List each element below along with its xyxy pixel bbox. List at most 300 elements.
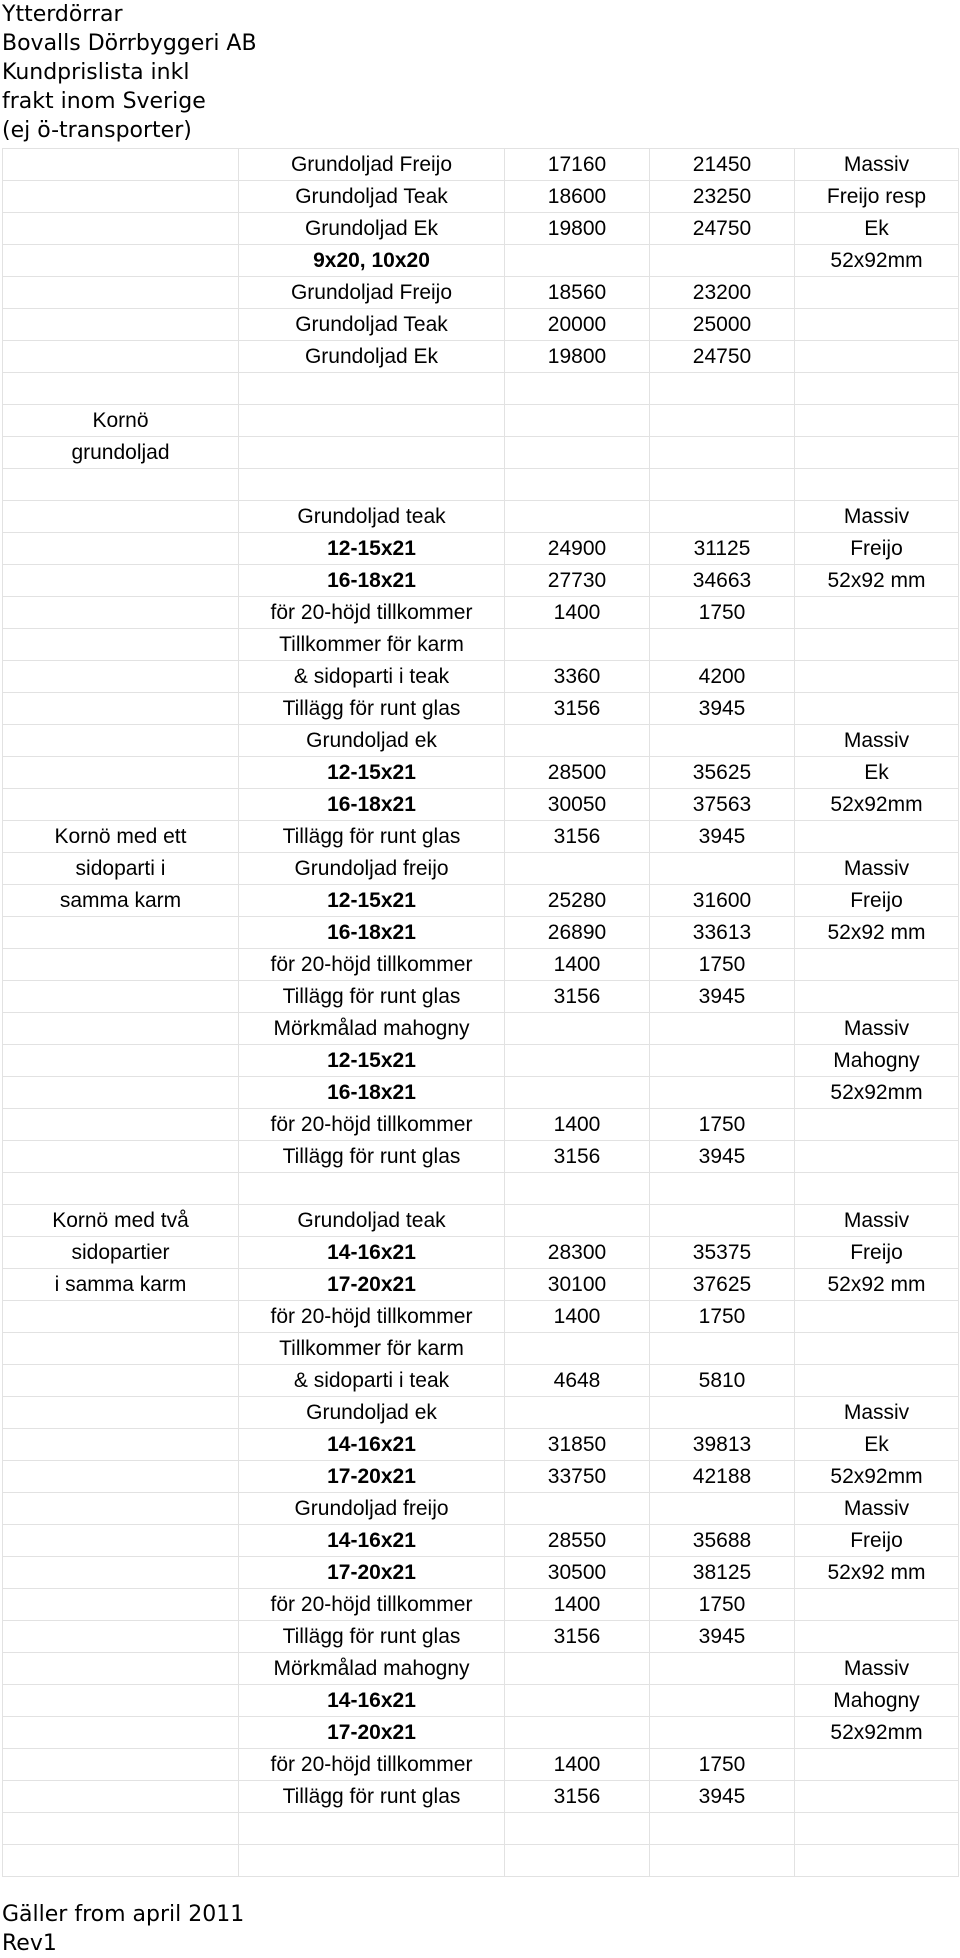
table-row (3, 853, 959, 885)
price-incl-vat-cell: 3945 (650, 1141, 795, 1173)
material-cell (795, 309, 959, 341)
price-incl-vat-cell (650, 1045, 795, 1077)
material-cell: 52x92mm (795, 245, 959, 277)
product-cell (239, 373, 505, 405)
table-row (3, 885, 959, 917)
material-cell: Massiv (795, 1397, 959, 1429)
product-cell: 12-15x21 (239, 757, 505, 789)
price-excl-vat-cell: 1400 (505, 1749, 650, 1781)
document-header (2, 0, 257, 145)
section-label-cell (3, 1397, 239, 1429)
table-row (3, 1589, 959, 1621)
section-label-cell (3, 949, 239, 981)
price-excl-vat-cell (505, 629, 650, 661)
section-label-cell (3, 373, 239, 405)
table-row (3, 437, 959, 469)
price-incl-vat-cell: 24750 (650, 213, 795, 245)
footer-valid-from: Gäller from april 2011 (2, 1902, 245, 1927)
price-excl-vat-cell (505, 1813, 650, 1845)
price-excl-vat-cell: 3156 (505, 1781, 650, 1813)
product-cell: Mörkmålad mahogny (239, 1653, 505, 1685)
price-incl-vat-cell: 1750 (650, 1589, 795, 1621)
price-incl-vat-cell: 1750 (650, 1749, 795, 1781)
table-row (3, 661, 959, 693)
material-cell: 52x92 mm (795, 917, 959, 949)
product-cell: Tillägg för runt glas (239, 1621, 505, 1653)
header-line-pricelist: Kundprislista inkl (2, 60, 190, 85)
section-label-cell (3, 1365, 239, 1397)
table-row (3, 501, 959, 533)
material-cell (795, 821, 959, 853)
header-line-company: Bovalls Dörrbyggeri AB (2, 31, 257, 56)
table-row (3, 1141, 959, 1173)
table-row (3, 917, 959, 949)
price-excl-vat-cell (505, 501, 650, 533)
product-cell: Tillkommer för karm (239, 629, 505, 661)
section-label-cell (3, 693, 239, 725)
section-label-cell (3, 1653, 239, 1685)
table-row (3, 1493, 959, 1525)
price-incl-vat-cell (650, 405, 795, 437)
product-cell: Grundoljad ek (239, 1397, 505, 1429)
material-cell (795, 1845, 959, 1877)
price-excl-vat-cell: 3156 (505, 981, 650, 1013)
product-cell: 14-16x21 (239, 1525, 505, 1557)
section-label-cell (3, 149, 239, 181)
product-cell: 14-16x21 (239, 1685, 505, 1717)
material-cell: Massiv (795, 1205, 959, 1237)
material-cell: Freijo (795, 533, 959, 565)
product-cell: Grundoljad teak (239, 1205, 505, 1237)
price-incl-vat-cell (650, 853, 795, 885)
price-incl-vat-cell: 24750 (650, 341, 795, 373)
price-incl-vat-cell (650, 1013, 795, 1045)
section-label-cell (3, 917, 239, 949)
price-excl-vat-cell: 30500 (505, 1557, 650, 1589)
section-label-cell (3, 1109, 239, 1141)
price-incl-vat-cell: 39813 (650, 1429, 795, 1461)
price-excl-vat-cell (505, 1685, 650, 1717)
price-incl-vat-cell (650, 1717, 795, 1749)
price-excl-vat-cell (505, 1717, 650, 1749)
material-cell (795, 341, 959, 373)
section-label-cell (3, 181, 239, 213)
price-excl-vat-cell: 27730 (505, 565, 650, 597)
price-excl-vat-cell: 1400 (505, 597, 650, 629)
section-label-cell (3, 245, 239, 277)
material-cell: 52x92mm (795, 1077, 959, 1109)
material-cell (795, 981, 959, 1013)
material-cell: 52x92 mm (795, 1269, 959, 1301)
table-row (3, 1813, 959, 1845)
product-cell: & sidoparti i teak (239, 1365, 505, 1397)
section-label-cell (3, 1429, 239, 1461)
price-excl-vat-cell: 31850 (505, 1429, 650, 1461)
product-cell: Grundoljad Teak (239, 309, 505, 341)
table-row (3, 533, 959, 565)
section-label-cell (3, 1525, 239, 1557)
price-excl-vat-cell (505, 1653, 650, 1685)
table-row (3, 1365, 959, 1397)
price-excl-vat-cell: 26890 (505, 917, 650, 949)
price-excl-vat-cell: 18600 (505, 181, 650, 213)
material-cell: Ek (795, 1429, 959, 1461)
product-cell (239, 1173, 505, 1205)
section-label-cell (3, 565, 239, 597)
price-incl-vat-cell: 35375 (650, 1237, 795, 1269)
price-incl-vat-cell: 3945 (650, 1781, 795, 1813)
price-incl-vat-cell (650, 469, 795, 501)
section-label-cell (3, 1077, 239, 1109)
section-label-cell (3, 981, 239, 1013)
material-cell (795, 629, 959, 661)
section-label-cell (3, 1813, 239, 1845)
product-cell (239, 469, 505, 501)
price-excl-vat-cell: 1400 (505, 1589, 650, 1621)
material-cell (795, 1621, 959, 1653)
product-cell: för 20-höjd tillkommer (239, 1749, 505, 1781)
price-excl-vat-cell (505, 469, 650, 501)
material-cell (795, 1109, 959, 1141)
material-cell (795, 1781, 959, 1813)
table-row (3, 469, 959, 501)
product-cell: 16-18x21 (239, 917, 505, 949)
product-cell: 17-20x21 (239, 1717, 505, 1749)
price-excl-vat-cell: 30100 (505, 1269, 650, 1301)
product-cell: Grundoljad Ek (239, 341, 505, 373)
price-excl-vat-cell (505, 405, 650, 437)
material-cell: Freijo (795, 1237, 959, 1269)
table-row (3, 725, 959, 757)
table-row (3, 1013, 959, 1045)
product-cell: Grundoljad Teak (239, 181, 505, 213)
footer-revision: Rev1 (2, 1931, 57, 1956)
product-cell: 17-20x21 (239, 1269, 505, 1301)
table-row (3, 1845, 959, 1877)
section-label-cell (3, 1749, 239, 1781)
table-row (3, 1077, 959, 1109)
price-incl-vat-cell (650, 501, 795, 533)
product-cell: & sidoparti i teak (239, 661, 505, 693)
material-cell: Massiv (795, 1013, 959, 1045)
price-incl-vat-cell: 3945 (650, 821, 795, 853)
section-label-cell (3, 789, 239, 821)
price-incl-vat-cell: 21450 (650, 149, 795, 181)
material-cell: Mahogny (795, 1045, 959, 1077)
section-label-cell (3, 1685, 239, 1717)
price-table (2, 148, 959, 1877)
section-label-cell (3, 1173, 239, 1205)
table-row (3, 1621, 959, 1653)
table-row (3, 1301, 959, 1333)
document-footer (2, 1900, 244, 1958)
material-cell (795, 1301, 959, 1333)
price-incl-vat-cell (650, 629, 795, 661)
price-excl-vat-cell: 1400 (505, 1301, 650, 1333)
table-row (3, 1333, 959, 1365)
price-incl-vat-cell: 35688 (650, 1525, 795, 1557)
material-cell: Ek (795, 213, 959, 245)
table-row (3, 341, 959, 373)
section-label-cell (3, 1045, 239, 1077)
product-cell: Mörkmålad mahogny (239, 1013, 505, 1045)
price-excl-vat-cell (505, 437, 650, 469)
price-incl-vat-cell: 37563 (650, 789, 795, 821)
product-cell (239, 405, 505, 437)
price-incl-vat-cell: 3945 (650, 981, 795, 1013)
product-cell: för 20-höjd tillkommer (239, 949, 505, 981)
section-label-cell: Kornö (3, 405, 239, 437)
product-cell: Grundoljad freijo (239, 1493, 505, 1525)
section-label-cell (3, 661, 239, 693)
price-incl-vat-cell: 34663 (650, 565, 795, 597)
material-cell: Freijo (795, 1525, 959, 1557)
price-incl-vat-cell: 35625 (650, 757, 795, 789)
product-cell: Grundoljad Ek (239, 213, 505, 245)
material-cell (795, 277, 959, 309)
table-row (3, 1749, 959, 1781)
table-row (3, 693, 959, 725)
price-incl-vat-cell (650, 725, 795, 757)
price-excl-vat-cell: 18560 (505, 277, 650, 309)
product-cell: Grundoljad teak (239, 501, 505, 533)
product-cell: 9x20, 10x20 (239, 245, 505, 277)
price-incl-vat-cell (650, 1205, 795, 1237)
product-cell: 16-18x21 (239, 565, 505, 597)
material-cell (795, 661, 959, 693)
section-label-cell (3, 1621, 239, 1653)
section-label-cell (3, 1717, 239, 1749)
header-line-freight: frakt inom Sverige (2, 89, 206, 114)
material-cell (795, 1365, 959, 1397)
price-incl-vat-cell (650, 1653, 795, 1685)
material-cell (795, 1813, 959, 1845)
price-excl-vat-cell: 20000 (505, 309, 650, 341)
product-cell: 17-20x21 (239, 1557, 505, 1589)
section-label-cell (3, 1493, 239, 1525)
product-cell: 14-16x21 (239, 1429, 505, 1461)
section-label-cell (3, 533, 239, 565)
material-cell (795, 949, 959, 981)
price-incl-vat-cell: 1750 (650, 1109, 795, 1141)
table-row (3, 949, 959, 981)
price-excl-vat-cell (505, 1077, 650, 1109)
section-label-cell (3, 501, 239, 533)
price-table-body (3, 149, 959, 1877)
price-excl-vat-cell (505, 1173, 650, 1205)
price-excl-vat-cell (505, 725, 650, 757)
material-cell: 52x92mm (795, 1461, 959, 1493)
price-excl-vat-cell (505, 853, 650, 885)
table-row (3, 1109, 959, 1141)
price-incl-vat-cell (650, 373, 795, 405)
table-row (3, 757, 959, 789)
product-cell: Grundoljad Freijo (239, 149, 505, 181)
product-cell: 12-15x21 (239, 533, 505, 565)
section-label-cell (3, 1461, 239, 1493)
material-cell: 52x92mm (795, 789, 959, 821)
material-cell (795, 373, 959, 405)
table-row (3, 1045, 959, 1077)
material-cell (795, 597, 959, 629)
price-incl-vat-cell: 31125 (650, 533, 795, 565)
price-incl-vat-cell: 3945 (650, 1621, 795, 1653)
section-label-cell (3, 1141, 239, 1173)
price-excl-vat-cell: 19800 (505, 213, 650, 245)
price-incl-vat-cell: 1750 (650, 949, 795, 981)
table-row (3, 1429, 959, 1461)
product-cell: Tillägg för runt glas (239, 981, 505, 1013)
table-row (3, 213, 959, 245)
product-cell (239, 1813, 505, 1845)
material-cell: Massiv (795, 725, 959, 757)
table-row (3, 597, 959, 629)
section-label-cell (3, 213, 239, 245)
product-cell: Grundoljad Freijo (239, 277, 505, 309)
section-label-cell (3, 1557, 239, 1589)
table-row (3, 1717, 959, 1749)
section-label-cell (3, 597, 239, 629)
price-excl-vat-cell: 19800 (505, 341, 650, 373)
product-cell: för 20-höjd tillkommer (239, 1109, 505, 1141)
section-label-cell (3, 1845, 239, 1877)
price-incl-vat-cell (650, 1397, 795, 1429)
section-label-cell (3, 277, 239, 309)
material-cell: 52x92 mm (795, 565, 959, 597)
product-cell: 16-18x21 (239, 789, 505, 821)
price-incl-vat-cell: 1750 (650, 597, 795, 629)
price-incl-vat-cell (650, 1173, 795, 1205)
table-row (3, 1269, 959, 1301)
table-row (3, 629, 959, 661)
table-row (3, 405, 959, 437)
table-row (3, 309, 959, 341)
material-cell (795, 405, 959, 437)
table-row (3, 981, 959, 1013)
material-cell: Massiv (795, 1653, 959, 1685)
table-row (3, 245, 959, 277)
product-cell: Tillägg för runt glas (239, 1141, 505, 1173)
price-incl-vat-cell (650, 1845, 795, 1877)
price-excl-vat-cell: 1400 (505, 1109, 650, 1141)
price-excl-vat-cell: 24900 (505, 533, 650, 565)
price-incl-vat-cell: 31600 (650, 885, 795, 917)
product-cell (239, 437, 505, 469)
section-label-cell: Kornö med ett (3, 821, 239, 853)
price-excl-vat-cell: 3360 (505, 661, 650, 693)
price-incl-vat-cell (650, 1685, 795, 1717)
product-cell: 17-20x21 (239, 1461, 505, 1493)
price-excl-vat-cell: 3156 (505, 1621, 650, 1653)
price-incl-vat-cell: 5810 (650, 1365, 795, 1397)
price-incl-vat-cell (650, 1333, 795, 1365)
header-line-title: Ytterdörrar (2, 2, 123, 27)
price-excl-vat-cell (505, 1845, 650, 1877)
material-cell: Massiv (795, 1493, 959, 1525)
price-incl-vat-cell: 23200 (650, 277, 795, 309)
product-cell: Grundoljad ek (239, 725, 505, 757)
price-excl-vat-cell: 3156 (505, 821, 650, 853)
section-label-cell (3, 629, 239, 661)
price-incl-vat-cell (650, 1813, 795, 1845)
material-cell (795, 1589, 959, 1621)
material-cell: 52x92 mm (795, 1557, 959, 1589)
product-cell: 12-15x21 (239, 885, 505, 917)
price-incl-vat-cell: 38125 (650, 1557, 795, 1589)
price-excl-vat-cell (505, 1333, 650, 1365)
table-row (3, 373, 959, 405)
table-row (3, 149, 959, 181)
material-cell: 52x92mm (795, 1717, 959, 1749)
table-row (3, 1237, 959, 1269)
price-incl-vat-cell: 1750 (650, 1301, 795, 1333)
price-incl-vat-cell: 37625 (650, 1269, 795, 1301)
price-excl-vat-cell: 28550 (505, 1525, 650, 1557)
price-excl-vat-cell (505, 245, 650, 277)
product-cell: Tillägg för runt glas (239, 1781, 505, 1813)
table-row (3, 277, 959, 309)
price-excl-vat-cell: 17160 (505, 149, 650, 181)
section-label-cell (3, 1781, 239, 1813)
price-excl-vat-cell: 28300 (505, 1237, 650, 1269)
price-incl-vat-cell (650, 1493, 795, 1525)
section-label-cell (3, 1589, 239, 1621)
table-row (3, 821, 959, 853)
material-cell: Massiv (795, 853, 959, 885)
price-excl-vat-cell (505, 1205, 650, 1237)
product-cell: för 20-höjd tillkommer (239, 1301, 505, 1333)
material-cell (795, 1173, 959, 1205)
section-label-cell (3, 309, 239, 341)
section-label-cell (3, 341, 239, 373)
material-cell (795, 437, 959, 469)
price-incl-vat-cell (650, 245, 795, 277)
section-label-cell: i samma karm (3, 1269, 239, 1301)
price-incl-vat-cell (650, 437, 795, 469)
section-label-cell (3, 1333, 239, 1365)
product-cell (239, 1845, 505, 1877)
table-row (3, 1397, 959, 1429)
price-excl-vat-cell: 33750 (505, 1461, 650, 1493)
section-label-cell: sidopartier (3, 1237, 239, 1269)
price-excl-vat-cell (505, 1493, 650, 1525)
material-cell: Massiv (795, 501, 959, 533)
section-label-cell (3, 725, 239, 757)
price-excl-vat-cell: 25280 (505, 885, 650, 917)
material-cell (795, 1333, 959, 1365)
product-cell: 16-18x21 (239, 1077, 505, 1109)
price-incl-vat-cell: 3945 (650, 693, 795, 725)
product-cell: för 20-höjd tillkommer (239, 1589, 505, 1621)
table-row (3, 1525, 959, 1557)
product-cell: Tillägg för runt glas (239, 693, 505, 725)
price-excl-vat-cell (505, 373, 650, 405)
header-line-exception: (ej ö-transporter) (2, 118, 192, 143)
table-row (3, 1557, 959, 1589)
product-cell: Tillkommer för karm (239, 1333, 505, 1365)
material-cell: Massiv (795, 149, 959, 181)
product-cell: Tillägg för runt glas (239, 821, 505, 853)
price-incl-vat-cell: 42188 (650, 1461, 795, 1493)
price-excl-vat-cell: 28500 (505, 757, 650, 789)
product-cell: för 20-höjd tillkommer (239, 597, 505, 629)
table-row (3, 1781, 959, 1813)
table-row (3, 1653, 959, 1685)
section-label-cell (3, 1013, 239, 1045)
material-cell (795, 1141, 959, 1173)
section-label-cell (3, 757, 239, 789)
table-row (3, 1461, 959, 1493)
